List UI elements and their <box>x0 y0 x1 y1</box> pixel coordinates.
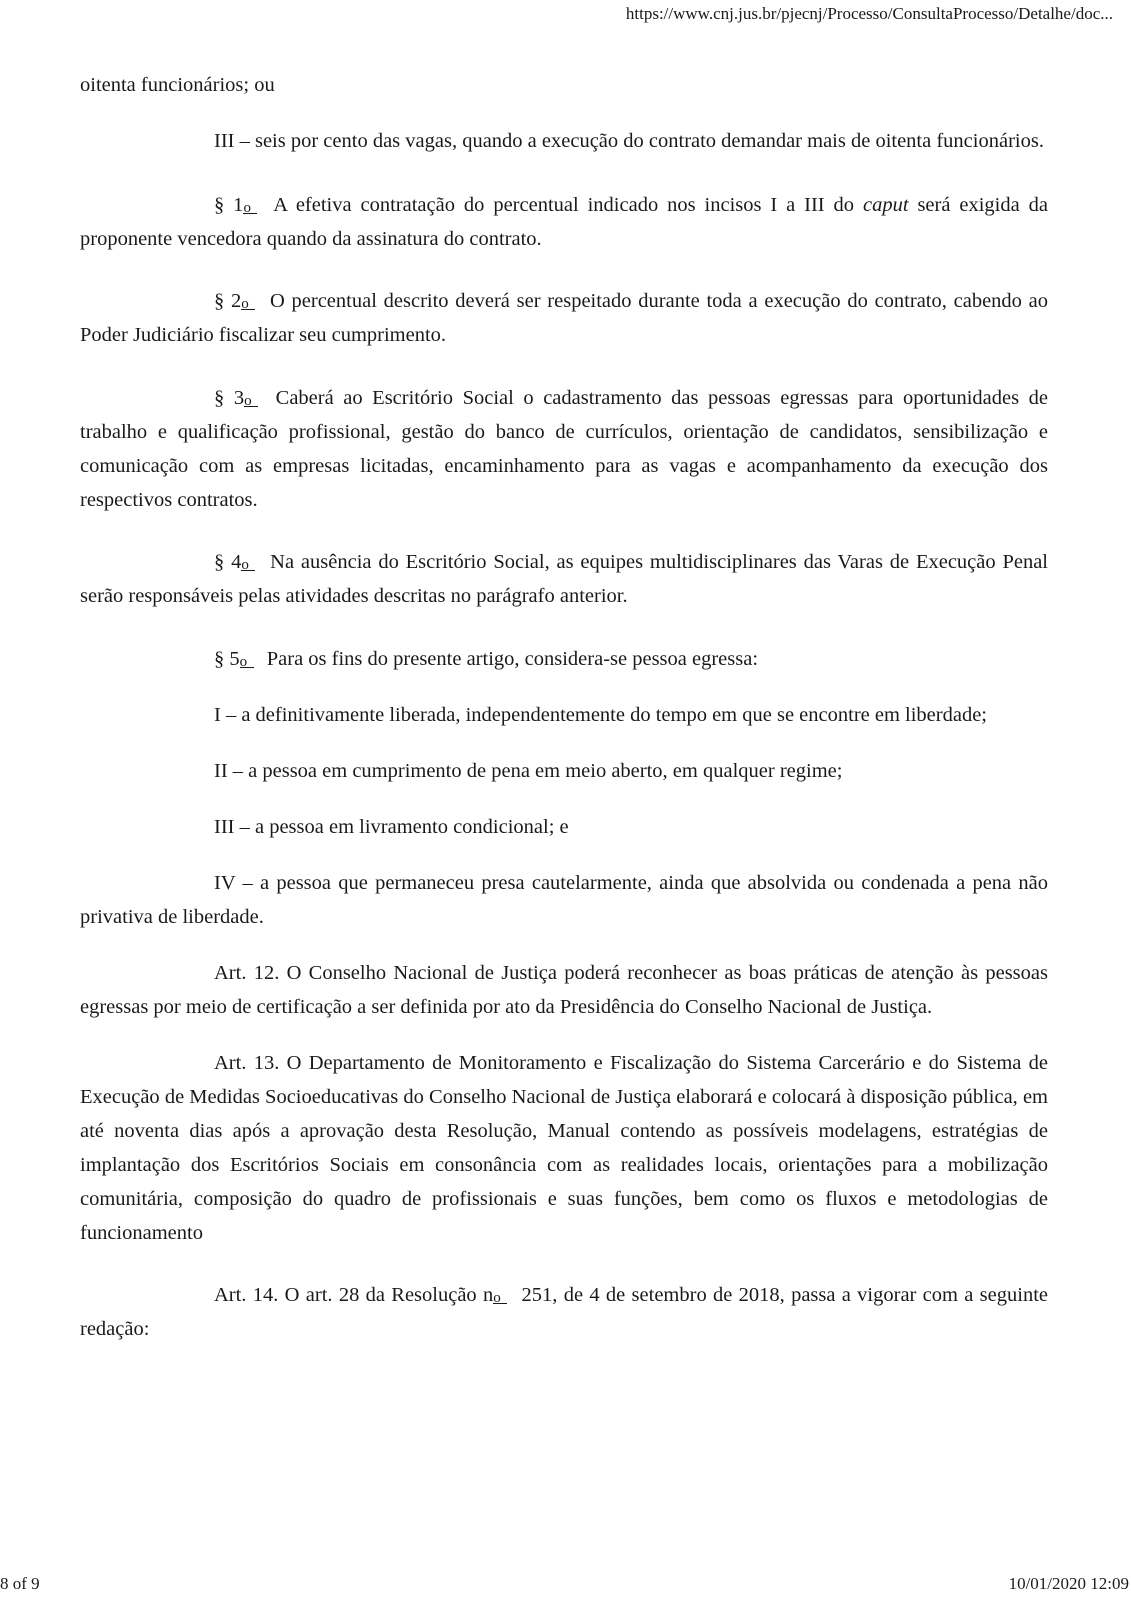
section-sign: § 3 <box>214 387 245 409</box>
paragraph-text: Art. 14. O art. 28 da Resolução n <box>214 1284 494 1306</box>
section-sign: § 5 <box>214 648 240 670</box>
paragraph-text: A efetiva contratação do percentual indicado nos incisos I a III do <box>265 194 863 216</box>
paragraph-par-2: § 2 o O percentual descrito deverá ser respeitado durante toda a execução do contrato, cabendo ao Poder Judiciário fiscalizar seu cumprimento. <box>80 290 1049 346</box>
browser-url-header: https://www.cnj.jus.br/pjecnj/Processo/ConsultaProcesso/Detalhe/doc... <box>625 4 1113 23</box>
section-sign: § 2 <box>214 290 242 312</box>
paragraph-text: 251, de 4 de setembro de 2018, passa a vigorar com a seguinte redação: <box>80 1284 1048 1340</box>
paragraph-art-14: Art. 14. O art. 28 da Resolução n o 251, de 4 de setembro de 2018, passa a vigorar com a seguinte redação: <box>80 1284 1048 1340</box>
paragraph-par-5: § 5 o Para os fins do presente artigo, considera-se pessoa egressa: <box>214 648 759 670</box>
document-body <box>80 68 1048 1346</box>
paragraph-par-1: § 1 o A efetiva contratação do percentual indicado nos incisos I a III do caput será exigida da proponente vencedora quando da assinatura do contrato. <box>80 194 1048 250</box>
paragraph-text: Na ausência do Escritório Social, as equipes multidisciplinares das Varas de Execução Penal serão responsáveis pelas atividades descritas no parágrafo anterior. <box>80 551 1049 607</box>
paragraph-text: será exigida da proponente vencedora quando da assinatura do contrato. <box>80 194 1048 250</box>
print-datetime: 10/01/2020 12:09 <box>1008 1574 1129 1593</box>
paragraph-oitenta: oitenta funcionários; ou <box>80 74 275 96</box>
paragraph-inciso-i: I – a definitivamente liberada, independentemente do tempo em que se encontre em liberdade; <box>214 704 987 726</box>
paragraph-art-12: Art. 12. O Conselho Nacional de Justiça poderá reconhecer as boas práticas de atenção às pessoas egressas por meio de certificação a ser definida por ato da Presidência do Conselho Nacional de Justiça. <box>80 962 1048 1018</box>
paragraph-inciso-ii: II – a pessoa em cumprimento de pena em meio aberto, em qualquer regime; <box>214 760 843 782</box>
paragraph-text: Para os fins do presente artigo, considera-se pessoa egressa: <box>261 648 759 670</box>
paragraph-inciso-iii: III – seis por cento das vagas, quando a execução do contrato demandar mais de oitenta funcionários. <box>214 130 1044 152</box>
paragraph-par-4: § 4 o Na ausência do Escritório Social, as equipes multidisciplinares das Varas de Execução Penal serão responsáveis pelas atividades descritas no parágrafo anterior. <box>80 551 1049 607</box>
paragraph-inciso-iv: IV – a pessoa que permaneceu presa cautelarmente, ainda que absolvida ou condenada a pena não privativa de liberdade. <box>80 872 1048 928</box>
paragraph-inciso-iii-livramento: III – a pessoa em livramento condicional; e <box>214 816 569 838</box>
section-sign: § 4 <box>214 551 242 573</box>
section-sign: § 1 <box>214 194 244 216</box>
paragraph-text: Caberá ao Escritório Social o cadastramento das pessoas egressas para oportunidades de trabalho e qualificação profissional, gestão do banco de currículos, orientação de candidatos, sensibilização e comunicação com as empresas licitadas, encaminhamento para as vagas e acompanhamento da execução dos respectivos contratos. <box>80 387 1048 511</box>
paragraph-par-3: § 3 o Caberá ao Escritório Social o cadastramento das pessoas egressas para oportunidades de trabalho e qualificação profissional, gestão do banco de currículos, orientação de candidatos, sensibilização e comunicação com as empresas licitadas, encaminhamento para as vagas e acompanhamento da execução dos respectivos contratos. <box>80 387 1048 511</box>
page-counter: 8 of 9 <box>0 1574 40 1593</box>
paragraph-text: O percentual descrito deverá ser respeitado durante toda a execução do contrato, cabendo ao Poder Judiciário fiscalizar seu cumprimento. <box>80 290 1049 346</box>
caput-term: caput <box>862 194 909 216</box>
paragraph-art-13: Art. 13. O Departamento de Monitoramento e Fiscalização do Sistema Carcerário e do Sistema de Execução de Medidas Socioeducativas do Conselho Nacional de Justiça elaborará e colocará à disposição pública, em até noventa dias após a aprovação desta Resolução, Manual contendo as possíveis modelagens, estratégias de implantação dos Escritórios Sociais em consonância com as realidades locais, orientações para a mobilização comunitária, composição do quadro de profissionais e suas funções, bem como os fluxos e metodologias de funcionamento <box>80 1052 1048 1244</box>
